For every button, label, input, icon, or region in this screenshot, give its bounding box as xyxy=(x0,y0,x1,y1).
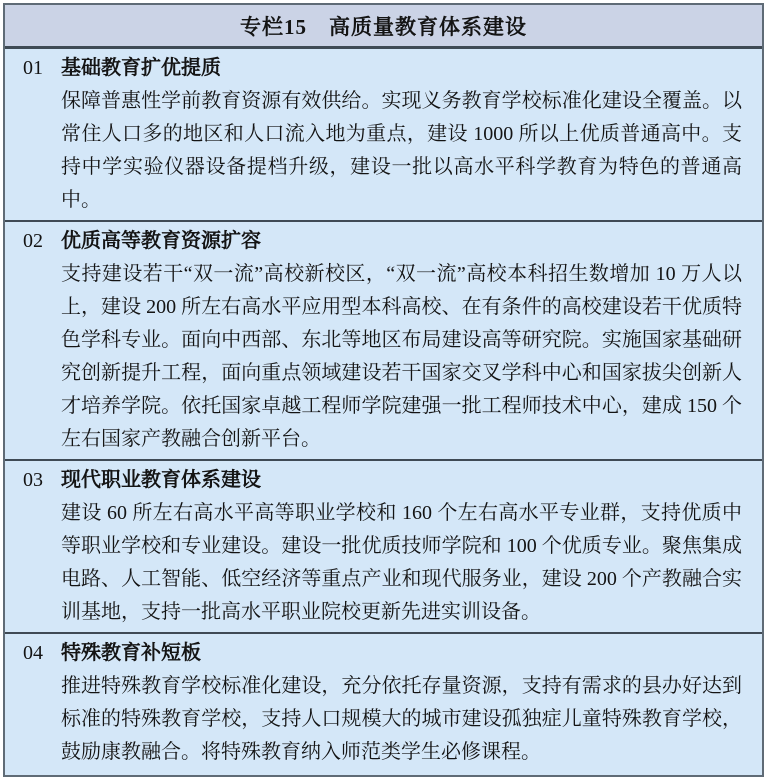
section-number: 01 xyxy=(23,57,43,79)
sections xyxy=(5,49,762,775)
section-body: 支持建设若干“双一流”高校新校区，“双一流”高校本科招生数增加 10 万人以上，建设 200 所左右高水平应用型本科高校、在有条件的高校建设若干优质特色学科专业。面向中西部、东北等地区布局建设高等研究院。实施国家基础研究创新提升工程，面向重点领域建设若干国家交叉学科中心和国家拔尖创新人才培养学院。依托国家卓越工程师学院建强一批工程师技术中心，建成 150 个左右国家产教融合创新平台。 xyxy=(61,263,742,450)
section-body: 建设 60 所左右高水平高等职业学校和 160 个左右高水平专业群，支持优质中等职业学校和专业建设。建设一批优质技师学院和 100 个优质专业。聚焦集成电路、人工智能、低空经济等重点产业和现代服务业，建设 200 个产教融合实训基地，支持一批高水平职业院校更新先进实训设备。 xyxy=(61,502,742,623)
section xyxy=(5,459,762,632)
section-head xyxy=(61,464,742,497)
section-head xyxy=(61,225,742,258)
section-title: 优质高等教育资源扩容 xyxy=(61,230,261,252)
section xyxy=(5,632,762,772)
section-body: 保障普惠性学前教育资源有效供给。实现义务教育学校标准化建设全覆盖。以常住人口多的地区和人口流入地为重点，建设 1000 所以上优质普通高中。支持中学实验仪器设备提档升级，建设一批以高水平科学教育为特色的普通高中。 xyxy=(61,90,742,211)
section-number: 02 xyxy=(23,230,43,252)
section-title: 现代职业教育体系建设 xyxy=(61,469,261,491)
column-panel xyxy=(3,3,764,777)
panel-title: 专栏15 高质量教育体系建设 xyxy=(240,14,527,39)
panel-header xyxy=(5,5,762,49)
section xyxy=(5,49,762,220)
section-number: 03 xyxy=(23,469,43,491)
section-title: 基础教育扩优提质 xyxy=(61,57,221,79)
section xyxy=(5,220,762,459)
section-number: 04 xyxy=(23,642,43,664)
section-title: 特殊教育补短板 xyxy=(61,642,201,664)
section-body: 推进特殊教育学校标准化建设，充分依托存量资源，支持有需求的县办好达到标准的特殊教育学校，支持人口规模大的城市建设孤独症儿童特殊教育学校，鼓励康教融合。将特殊教育纳入师范类学生必修课程。 xyxy=(61,675,742,763)
section-head xyxy=(61,637,742,670)
section-head xyxy=(61,52,742,85)
